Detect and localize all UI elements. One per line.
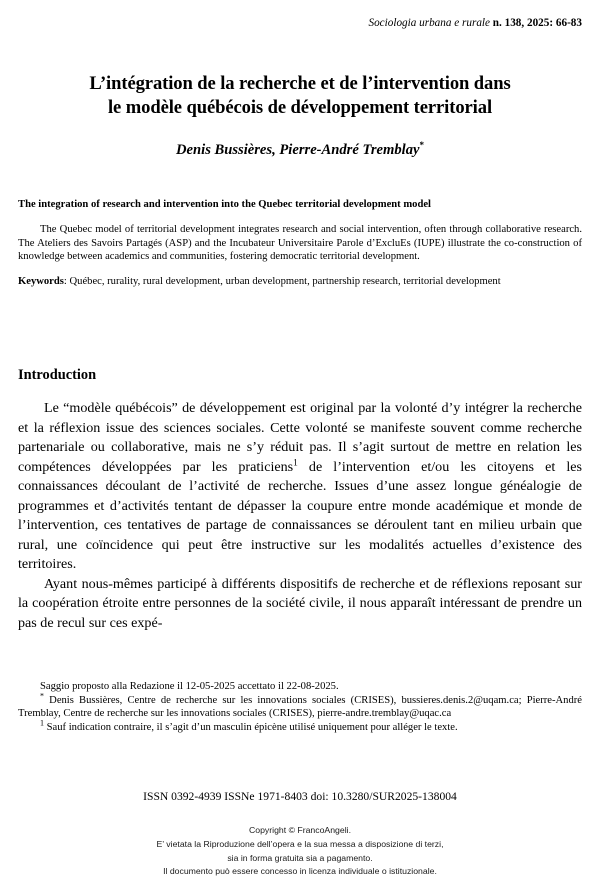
footnote-submission-dates: Saggio proposto alla Redazione il 12-05-2025 accettato il 22-08-2025. (40, 681, 339, 692)
author-footnote-marker: * (419, 140, 424, 151)
issue-citation: n. 138, 2025: 66-83 (490, 17, 582, 29)
footnote-marker-1: 1 (40, 718, 44, 728)
copyright-line-4: Il documento può essere concesso in licenza individuale o istituzionale. (163, 866, 437, 877)
body-paragraph-2: Ayant nous-mêmes participé à différents dispositifs de recherche et de réflexions reposant sur la coopération étroite entre personnes de la société civile, il nous apparaît intéressant de prendre un pas de recul sur ces expé- (18, 575, 582, 631)
keywords-line (18, 275, 582, 289)
copyright-footer (0, 824, 600, 879)
footnote-ref-1[interactable]: 1 (293, 457, 298, 468)
abstract-english-title: The integration of research and intervention into the Quebec territorial development model (18, 199, 432, 210)
body-paragraph-1-part-2: de l’intervention et/ou les citoyens et les connaissances découlant de l’activité de recherche. Issues d’une assez longue généalogie de programmes et d’activités tentant de dépasser la coupure entre monde académique et monde de l’intervention, ces tentatives de partage de connaissances se déroulent tant en milieu urbain que rural, une coïncidence qui peut être instructive sur les modalités actuelles d’existence des territoires. (18, 458, 583, 573)
section-heading-introduction: Introduction (18, 367, 97, 383)
footnote-note-1 (18, 718, 582, 735)
body-paragraph-1-part-1: Le “modèle québécois” de développement est original par la volonté d’y intégrer la recherche et la réflexion issue des sciences sociales. Cette volonté se manifeste souvent comme recherche partenariale ou collaborative, mais ne s’y réduit pas. Il s’agit surtout de mettre en relation les compétences développées par les praticiens (18, 400, 582, 475)
abstract-block (18, 198, 582, 299)
copyright-line-2: E’ vietata la Riproduzione dell’opera e la sua messa a disposizione di terzi, (156, 838, 444, 849)
body-paragraph-1 (18, 399, 582, 575)
page-title (40, 72, 560, 120)
author-list (40, 140, 560, 159)
article-title-line-1: L’intégration de la recherche et de l’intervention dans (89, 73, 511, 94)
footnotes-block (18, 680, 582, 734)
body-block (18, 399, 582, 633)
footnote-marker-asterisk: * (40, 691, 44, 701)
issn-doi-line: ISSN 0392-4939 ISSNe 1971-8403 doi: 10.3280/SUR2025-138004 (143, 790, 457, 803)
footnote-affiliation (18, 691, 582, 721)
abstract-body: The Quebec model of territorial development integrates research and social intervention, often through collaborative research. The Ateliers des Savoirs Partagés (ASP) and the Incubateur Universitaire Parole d’ExcluEs (IUPE) illustrate the co-construction of knowledge between academics and communities, fostering democratic territorial development. (18, 223, 582, 263)
running-head (368, 17, 582, 30)
author-names: Denis Bussières, Pierre-André Tremblay (176, 142, 420, 159)
keywords-label: Keywords (18, 275, 64, 287)
keywords-value: Québec, rurality, rural development, urban development, partnership research, territorial development (69, 275, 501, 287)
footnote-note-1-text: Sauf indication contraire, il s’agit d’un masculin épicène utilisé uniquement pour alléger le texte. (44, 721, 458, 733)
copyright-line-3: sia in forma gratuita sia a pagamento. (227, 852, 373, 863)
title-block (40, 72, 560, 160)
journal-name: Sociologia urbana e rurale (368, 17, 490, 29)
article-title-line-2: le modèle québécois de développement territorial (107, 97, 493, 119)
footnote-affiliation-text: Denis Bussières, Centre de recherche sur les innovations sociales (CRISES), bussieres.denis.2@uqam.ca; Pierre-André Tremblay, Centre de recherche sur les innovations sociales (CRISES), pierre-andre.tremblay@uqac.ca (18, 694, 582, 720)
keywords-separator: : (63, 275, 70, 287)
copyright-line-1: Copyright © FrancoAngeli. (248, 825, 351, 835)
